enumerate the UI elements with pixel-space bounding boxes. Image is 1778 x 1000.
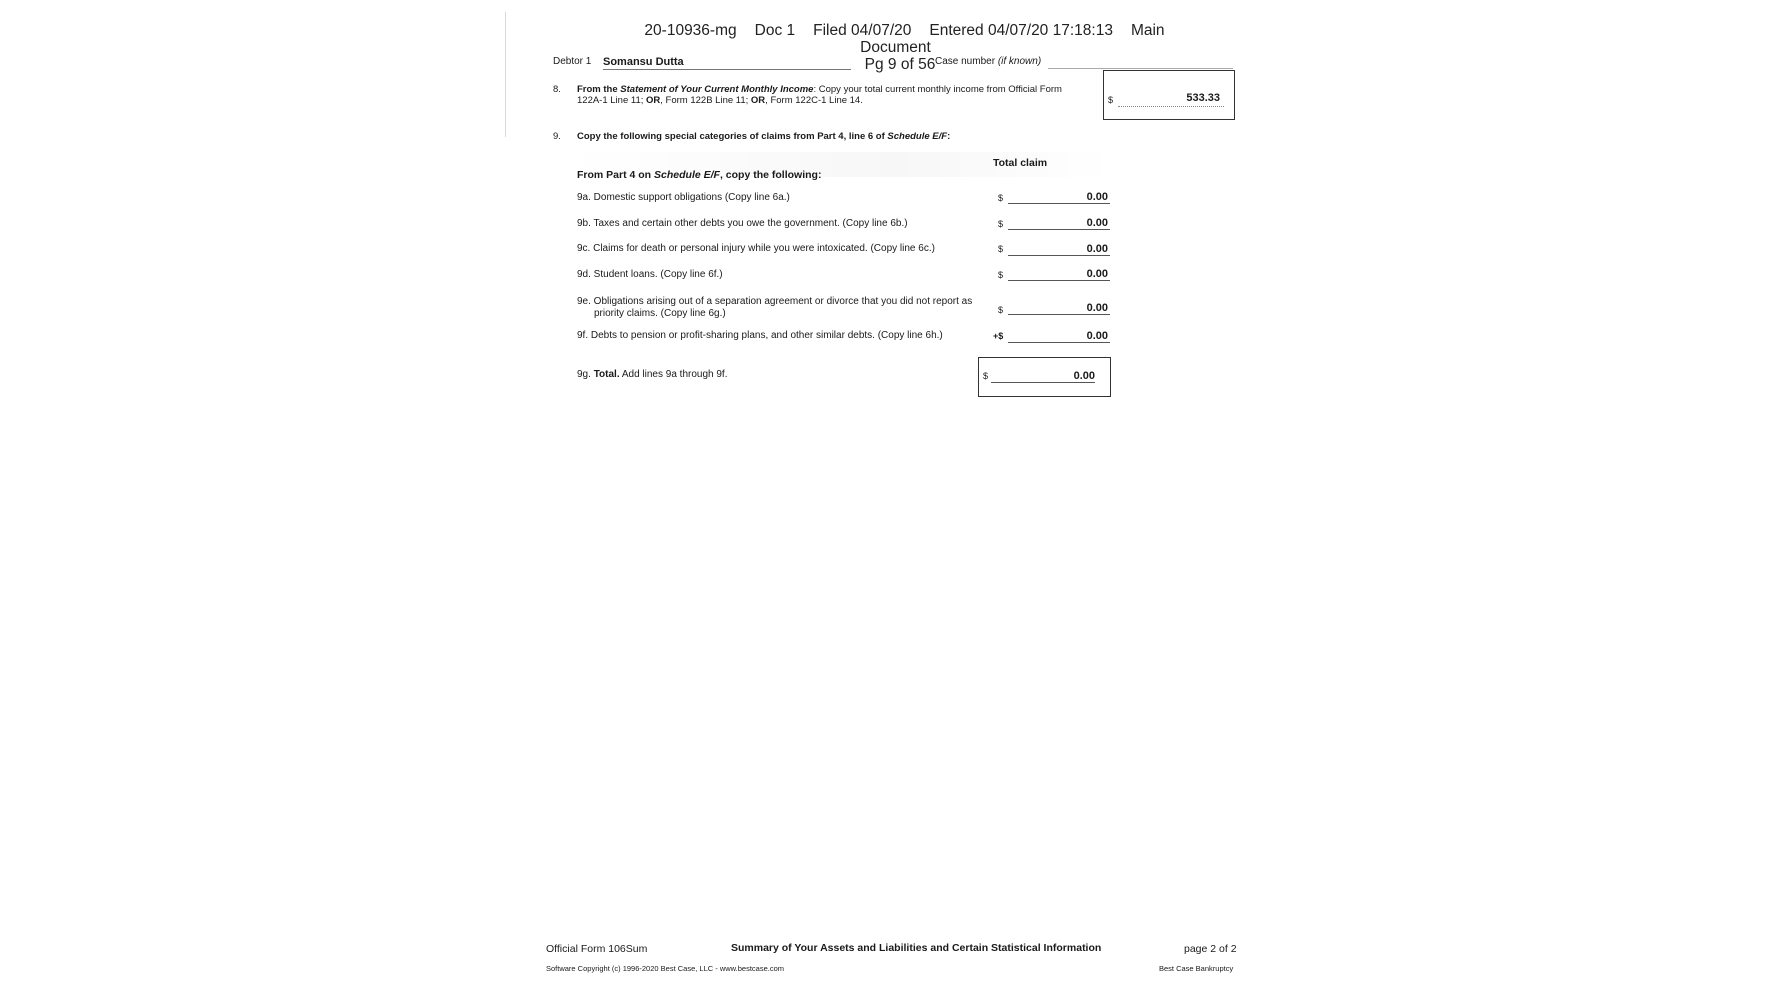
amount-underline <box>1118 106 1224 107</box>
item-9-text: Copy the following special categories of claims from Part 4, line 6 of Schedule E/F: <box>577 131 951 142</box>
total-row-label: 9g. Total. Add lines 9a through 9f. <box>577 369 728 380</box>
claim-row-9c-label: 9c. Claims for death or personal injury while you were intoxicated. (Copy line 6c.) <box>577 243 935 254</box>
item-8-text: From the Statement of Your Current Monthly Income: Copy your total current monthly income from Official Form 122A-1 Line 11; OR, Form 122B Line 11; OR, Form 122C-1 Line 14. <box>577 84 1062 106</box>
debtor-name: Somansu Dutta <box>603 56 851 70</box>
case-number-field <box>1048 68 1233 69</box>
claim-row-9d-amount: 0.00 <box>1008 268 1110 281</box>
item-8-number: 8. <box>553 84 561 95</box>
doc-number: Doc 1 <box>754 22 796 39</box>
item-9-number: 9. <box>553 131 561 142</box>
case-number-header: 20-10936-mg <box>644 22 737 39</box>
claim-row-9b-label: 9b. Taxes and certain other debts you owe the government. (Copy line 6b.) <box>577 218 908 229</box>
claim-row-9a-currency: $ <box>998 193 1004 203</box>
footer-form-title: Summary of Your Assets and Liabilities and Certain Statistical Information <box>731 942 1102 954</box>
claim-row-9f-amount: 0.00 <box>1008 330 1110 343</box>
total-currency: $ <box>983 371 989 381</box>
footer-form-number: Official Form 106Sum <box>546 943 648 955</box>
claim-row-9b-currency: $ <box>998 219 1004 229</box>
claim-row-9e-amount: 0.00 <box>1008 302 1110 315</box>
debtor-label: Debtor 1 <box>553 56 592 67</box>
monthly-income-amount: 533.33 <box>1186 92 1220 104</box>
claim-row-9a-label: 9a. Domestic support obligations (Copy line 6a.) <box>577 192 790 203</box>
entered-date: Entered 04/07/20 17:18:13 <box>929 22 1113 39</box>
footer-vendor: Best Case Bankruptcy <box>1159 964 1234 973</box>
claim-row-9e-label: 9e. Obligations arising out of a separation agreement or divorce that you did not report as priority claims. (Copy line 6g.) <box>577 296 973 319</box>
page-of-pages: Pg 9 of 56 <box>864 56 936 73</box>
footer-page-number: page 2 of 2 <box>1184 943 1237 955</box>
case-number-label: Case number (if known) <box>935 56 1042 67</box>
claim-row-9d-label: 9d. Student loans. (Copy line 6f.) <box>577 269 723 280</box>
section-heading: From Part 4 on Schedule E/F, copy the following: <box>577 169 822 181</box>
claim-row-9d-currency: $ <box>998 270 1004 280</box>
total-claim-amount: 0.00 <box>991 370 1095 383</box>
claim-row-9f-currency: +$ <box>993 331 1004 341</box>
main-document-label: Main Document <box>860 22 1165 56</box>
claim-row-9a-amount: 0.00 <box>1008 191 1110 204</box>
claim-row-9f-label: 9f. Debts to pension or profit-sharing plans, and other similar debts. (Copy line 6h.) <box>577 330 943 341</box>
filed-date: Filed 04/07/20 <box>813 22 912 39</box>
left-margin-rule <box>505 12 506 137</box>
footer-copyright: Software Copyright (c) 1996-2020 Best Case, LLC - www.bestcase.com <box>546 964 785 973</box>
total-claim-column-header: Total claim <box>993 157 1048 169</box>
currency-symbol: $ <box>1108 95 1114 105</box>
claim-row-9e-currency: $ <box>998 305 1004 315</box>
claim-row-9c-amount: 0.00 <box>1008 243 1110 256</box>
claim-row-9c-currency: $ <box>998 244 1004 254</box>
case-number-hint: (if known) <box>997 56 1042 67</box>
monthly-income-box <box>1103 70 1235 120</box>
claim-row-9b-amount: 0.00 <box>1008 217 1110 230</box>
total-claim-box <box>978 357 1111 397</box>
